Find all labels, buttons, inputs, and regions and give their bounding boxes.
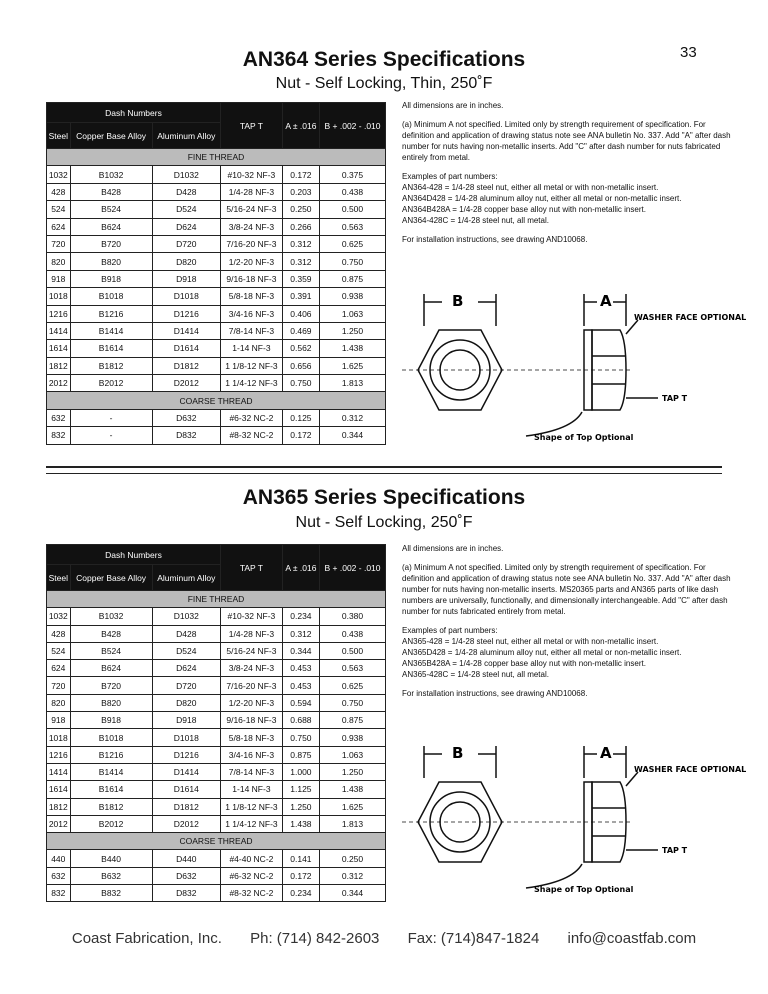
table-row <box>47 357 386 374</box>
dim-b-label: B <box>452 292 464 310</box>
table-row <box>47 427 386 444</box>
table-cell: B1032 <box>70 166 152 183</box>
washer-face-label: WASHER FACE OPTIONAL <box>634 765 747 774</box>
table-cell: 1.063 <box>320 305 386 322</box>
table-cell: 0.312 <box>320 409 386 426</box>
table-cell: D832 <box>152 885 220 902</box>
an365-title: AN365 Series Specifications <box>242 486 526 509</box>
table-cell: 1.063 <box>320 746 386 763</box>
table-cell: 0.500 <box>320 642 386 659</box>
note-line: Examples of part numbers: <box>402 626 498 635</box>
b-header: B + .002 - .010 <box>320 103 386 149</box>
note-line: AN365B428A = 1/4-28 copper base alloy nut with non-metallic insert. <box>402 659 646 668</box>
table-cell: 0.172 <box>282 867 319 884</box>
footer-phone: Ph: (714) 842-2603 <box>250 930 380 947</box>
table-cell: 440 <box>47 850 71 867</box>
table-cell: D720 <box>152 235 220 252</box>
table-cell: 0.406 <box>282 305 319 322</box>
table-row <box>47 850 386 867</box>
table-cell: 1 1/4-12 NF-3 <box>221 815 283 832</box>
note-line: AN364B428A = 1/4-28 copper base alloy nut with non-metallic insert. <box>402 205 646 214</box>
copper-header: Copper Base Alloy <box>70 565 152 591</box>
table-cell: D632 <box>152 867 220 884</box>
table-cell: 0.938 <box>320 288 386 305</box>
table-cell: 0.453 <box>282 677 319 694</box>
table-cell: B1216 <box>70 746 152 763</box>
aluminum-header: Aluminum Alloy <box>152 123 220 149</box>
table-cell: 624 <box>47 660 71 677</box>
dash-numbers-header: Dash Numbers <box>47 103 221 123</box>
table-cell: 1.438 <box>320 340 386 357</box>
table-cell: 1812 <box>47 798 71 815</box>
fine-thread-header: FINE THREAD <box>47 591 386 608</box>
table-cell: 1/4-28 NF-3 <box>221 183 283 200</box>
table-cell: B624 <box>70 218 152 235</box>
table-cell: 0.344 <box>282 642 319 659</box>
table-cell: D1018 <box>152 729 220 746</box>
table-cell: D440 <box>152 850 220 867</box>
table-cell: 1.438 <box>320 781 386 798</box>
table-cell: 1.813 <box>320 815 386 832</box>
table-cell: D632 <box>152 409 220 426</box>
table-cell: 7/16-20 NF-3 <box>221 677 283 694</box>
dim-a-label: A <box>600 292 612 310</box>
table-cell: 0.375 <box>320 166 386 183</box>
table-row <box>47 235 386 252</box>
table-cell: 820 <box>47 253 71 270</box>
table-cell: B428 <box>70 183 152 200</box>
table-cell: D1614 <box>152 340 220 357</box>
table-cell: 624 <box>47 218 71 235</box>
table-cell: D1812 <box>152 357 220 374</box>
tap-label: TAP T <box>662 394 688 403</box>
table-cell: B1018 <box>70 288 152 305</box>
footer <box>0 930 768 947</box>
table-cell: 0.500 <box>320 201 386 218</box>
table-cell: 0.453 <box>282 660 319 677</box>
table-cell: D1614 <box>152 781 220 798</box>
table-cell: 632 <box>47 867 71 884</box>
table-cell: 1414 <box>47 763 71 780</box>
table-cell: 0.359 <box>282 270 319 287</box>
page-number: 33 <box>680 44 697 61</box>
table-cell: D1414 <box>152 322 220 339</box>
coarse-thread-header: COARSE THREAD <box>47 392 386 409</box>
table-cell: 3/8-24 NF-3 <box>221 218 283 235</box>
table-row <box>47 166 386 183</box>
table-row <box>47 729 386 746</box>
note-line: AN364-428C = 1/4-28 steel nut, all metal. <box>402 216 549 225</box>
table-cell: #10-32 NF-3 <box>221 608 283 625</box>
note-line: All dimensions are in inches. <box>402 101 504 110</box>
table-cell: 1614 <box>47 340 71 357</box>
table-cell: 3/8-24 NF-3 <box>221 660 283 677</box>
an364-spec-table <box>46 102 386 445</box>
table-cell: 0.172 <box>282 427 319 444</box>
table-cell: 0.750 <box>282 729 319 746</box>
table-cell: #6-32 NC-2 <box>221 409 283 426</box>
table-row <box>47 867 386 884</box>
a-header: A ± .016 <box>282 545 319 591</box>
shape-label: Shape of Top Optional <box>534 885 634 894</box>
a-header: A ± .016 <box>282 103 319 149</box>
table-row <box>47 885 386 902</box>
table-cell: 7/8-14 NF-3 <box>221 763 283 780</box>
table-cell: 0.875 <box>282 746 319 763</box>
table-cell: B1032 <box>70 608 152 625</box>
table-cell: 918 <box>47 270 71 287</box>
table-row <box>47 642 386 659</box>
table-cell: 0.391 <box>282 288 319 305</box>
table-cell: 1812 <box>47 357 71 374</box>
table-cell: D2012 <box>152 815 220 832</box>
table-cell: 832 <box>47 427 71 444</box>
table-cell: B2012 <box>70 815 152 832</box>
table-cell: D524 <box>152 642 220 659</box>
table-cell: D624 <box>152 218 220 235</box>
table-cell: 0.344 <box>320 427 386 444</box>
footer-company: Coast Fabrication, Inc. <box>71 930 222 947</box>
note-line: AN364-428 = 1/4-28 steel nut, either all metal or with non-metallic insert. <box>402 183 659 192</box>
table-row <box>47 677 386 694</box>
table-cell: B1812 <box>70 357 152 374</box>
table-row <box>47 253 386 270</box>
dim-a-label: A <box>600 744 612 762</box>
table-row <box>47 340 386 357</box>
table-row <box>47 608 386 625</box>
table-cell: #10-32 NF-3 <box>221 166 283 183</box>
table-cell: D918 <box>152 270 220 287</box>
table-cell: 0.750 <box>320 253 386 270</box>
table-cell: B832 <box>70 885 152 902</box>
table-cell: 820 <box>47 694 71 711</box>
table-cell: 5/8-18 NF-3 <box>221 288 283 305</box>
table-cell: 0.380 <box>320 608 386 625</box>
table-cell: B1614 <box>70 340 152 357</box>
table-cell: B524 <box>70 201 152 218</box>
table-cell: 1/4-28 NF-3 <box>221 625 283 642</box>
steel-header: Steel <box>47 565 71 591</box>
table-cell: D1032 <box>152 166 220 183</box>
table-cell: 2012 <box>47 815 71 832</box>
section-divider <box>46 466 722 468</box>
table-cell: D524 <box>152 201 220 218</box>
note-line: (a) Minimum A not specified. Limited only by strength requirement of specification. For definition and application of drawing status note see ANA bulletin No. 337. Add "A" after dash number for nuts having non-metallic inserts. MS20365 parts and AN365 parts of like dash numbers are universally, functionally, and dimensionally interchangeable. Add "C" after dash number for nuts fabricated entirely from metal. <box>402 563 731 616</box>
copper-header: Copper Base Alloy <box>70 123 152 149</box>
an365-spec-table <box>46 544 386 902</box>
table-cell: - <box>70 427 152 444</box>
dash-numbers-header: Dash Numbers <box>47 545 221 565</box>
table-cell: 1032 <box>47 608 71 625</box>
table-cell: 1 1/8-12 NF-3 <box>221 357 283 374</box>
table-cell: 0.469 <box>282 322 319 339</box>
table-cell: 0.172 <box>282 166 319 183</box>
table-cell: #8-32 NC-2 <box>221 885 283 902</box>
table-cell: D720 <box>152 677 220 694</box>
table-cell: 0.266 <box>282 218 319 235</box>
table-cell: 1614 <box>47 781 71 798</box>
steel-header: Steel <box>47 123 71 149</box>
table-cell: 1/2-20 NF-3 <box>221 253 283 270</box>
table-cell: D832 <box>152 427 220 444</box>
note-line: For installation instructions, see drawing AND10068. <box>402 689 588 698</box>
table-cell: D428 <box>152 625 220 642</box>
fine-thread-header: FINE THREAD <box>47 149 386 166</box>
table-cell: B440 <box>70 850 152 867</box>
table-cell: D428 <box>152 183 220 200</box>
table-row <box>47 746 386 763</box>
tap-header: TAP T <box>221 103 283 149</box>
table-cell: D1216 <box>152 305 220 322</box>
table-cell: B820 <box>70 253 152 270</box>
table-cell: 5/16-24 NF-3 <box>221 201 283 218</box>
table-cell: B720 <box>70 235 152 252</box>
table-cell: #6-32 NC-2 <box>221 867 283 884</box>
table-cell: 1.625 <box>320 357 386 374</box>
table-cell: 0.562 <box>282 340 319 357</box>
footer-fax: Fax: (714)847-1824 <box>407 930 540 947</box>
table-cell: 1-14 NF-3 <box>221 340 283 357</box>
table-cell: B428 <box>70 625 152 642</box>
table-cell: B632 <box>70 867 152 884</box>
note-line: AN365-428C = 1/4-28 steel nut, all metal. <box>402 670 549 679</box>
table-cell: 1.250 <box>320 763 386 780</box>
table-cell: 632 <box>47 409 71 426</box>
tap-header: TAP T <box>221 545 283 591</box>
an364-notes <box>402 100 732 253</box>
table-cell: 0.938 <box>320 729 386 746</box>
table-cell: 1.000 <box>282 763 319 780</box>
table-cell: - <box>70 409 152 426</box>
an364-title: AN364 Series Specifications <box>242 48 526 71</box>
table-cell: B624 <box>70 660 152 677</box>
b-header: B + .002 - .010 <box>320 545 386 591</box>
table-cell: D2012 <box>152 375 220 392</box>
table-cell: 428 <box>47 183 71 200</box>
table-cell: 1-14 NF-3 <box>221 781 283 798</box>
table-row <box>47 694 386 711</box>
note-line: All dimensions are in inches. <box>402 544 504 553</box>
table-cell: 1216 <box>47 746 71 763</box>
note-line: AN364D428 = 1/4-28 aluminum alloy nut, either all metal or non-metallic insert. <box>402 194 682 203</box>
table-row <box>47 409 386 426</box>
table-row <box>47 270 386 287</box>
table-row <box>47 712 386 729</box>
table-cell: 5/16-24 NF-3 <box>221 642 283 659</box>
table-cell: 0.312 <box>320 867 386 884</box>
table-cell: 0.875 <box>320 270 386 287</box>
table-cell: D918 <box>152 712 220 729</box>
table-cell: 1.625 <box>320 798 386 815</box>
note-line: (a) Minimum A not specified. Limited only by strength requirement of specification. For definition and application of drawing status note see ANA bulletin No. 337. Add "A" after dash number for nuts having non-metallic inserts. Add "C" after dash number for nuts fabricated entirely from metal. <box>402 120 731 162</box>
an364-nut-diagram <box>402 290 747 460</box>
table-cell: 1.250 <box>282 798 319 815</box>
table-cell: 1/2-20 NF-3 <box>221 694 283 711</box>
table-cell: B1812 <box>70 798 152 815</box>
table-cell: 1.250 <box>320 322 386 339</box>
table-cell: 720 <box>47 677 71 694</box>
table-cell: 0.234 <box>282 608 319 625</box>
table-cell: 0.250 <box>320 850 386 867</box>
table-cell: D1216 <box>152 746 220 763</box>
table-row <box>47 305 386 322</box>
coarse-thread-header: COARSE THREAD <box>47 833 386 850</box>
table-cell: D1032 <box>152 608 220 625</box>
table-cell: 7/8-14 NF-3 <box>221 322 283 339</box>
table-cell: 0.594 <box>282 694 319 711</box>
table-cell: B918 <box>70 712 152 729</box>
table-cell: 0.203 <box>282 183 319 200</box>
table-cell: 0.625 <box>320 677 386 694</box>
table-cell: 428 <box>47 625 71 642</box>
table-cell: 0.250 <box>282 201 319 218</box>
table-cell: 0.875 <box>320 712 386 729</box>
table-cell: B524 <box>70 642 152 659</box>
an365-notes <box>402 543 732 707</box>
table-cell: #4-40 NC-2 <box>221 850 283 867</box>
footer-email: info@coastfab.com <box>567 930 697 947</box>
table-cell: 0.312 <box>282 625 319 642</box>
table-cell: 7/16-20 NF-3 <box>221 235 283 252</box>
table-row <box>47 375 386 392</box>
washer-face-label: WASHER FACE OPTIONAL <box>634 313 747 322</box>
table-cell: 0.234 <box>282 885 319 902</box>
table-cell: D1414 <box>152 763 220 780</box>
table-cell: 1018 <box>47 288 71 305</box>
table-cell: 0.438 <box>320 625 386 642</box>
note-line: AN365D428 = 1/4-28 aluminum alloy nut, either all metal or non-metallic insert. <box>402 648 682 657</box>
table-cell: 0.750 <box>282 375 319 392</box>
aluminum-header: Aluminum Alloy <box>152 565 220 591</box>
table-cell: 9/16-18 NF-3 <box>221 270 283 287</box>
table-cell: 1 1/4-12 NF-3 <box>221 375 283 392</box>
table-cell: 918 <box>47 712 71 729</box>
table-cell: 0.141 <box>282 850 319 867</box>
table-row <box>47 218 386 235</box>
table-cell: 1.125 <box>282 781 319 798</box>
table-row <box>47 625 386 642</box>
note-line: Examples of part numbers: <box>402 172 498 181</box>
table-cell: 524 <box>47 201 71 218</box>
table-cell: 1032 <box>47 166 71 183</box>
tap-label: TAP T <box>662 846 688 855</box>
table-cell: 5/8-18 NF-3 <box>221 729 283 746</box>
table-cell: 832 <box>47 885 71 902</box>
table-cell: 0.344 <box>320 885 386 902</box>
note-line: AN365-428 = 1/4-28 steel nut, either all metal or with non-metallic insert. <box>402 637 659 646</box>
table-cell: D624 <box>152 660 220 677</box>
table-row <box>47 183 386 200</box>
table-cell: D820 <box>152 694 220 711</box>
table-cell: B1614 <box>70 781 152 798</box>
table-cell: B1414 <box>70 322 152 339</box>
an364-subtitle: Nut - Self Locking, Thin, 250˚F <box>275 75 493 92</box>
table-cell: 0.656 <box>282 357 319 374</box>
table-cell: 0.438 <box>320 183 386 200</box>
shape-label: Shape of Top Optional <box>534 433 634 442</box>
table-cell: 3/4-16 NF-3 <box>221 746 283 763</box>
table-cell: 0.750 <box>320 694 386 711</box>
table-cell: #8-32 NC-2 <box>221 427 283 444</box>
table-row <box>47 798 386 815</box>
table-row <box>47 660 386 677</box>
table-row <box>47 815 386 832</box>
table-cell: B1414 <box>70 763 152 780</box>
table-cell: 3/4-16 NF-3 <box>221 305 283 322</box>
an365-subtitle: Nut - Self Locking, 250˚F <box>295 514 473 531</box>
table-cell: B1216 <box>70 305 152 322</box>
table-cell: 1.813 <box>320 375 386 392</box>
section-divider-thin <box>46 473 722 474</box>
table-cell: B918 <box>70 270 152 287</box>
table-row <box>47 201 386 218</box>
table-cell: 0.312 <box>282 235 319 252</box>
an365-nut-diagram <box>402 742 747 912</box>
table-cell: D1812 <box>152 798 220 815</box>
table-cell: 9/16-18 NF-3 <box>221 712 283 729</box>
table-row <box>47 288 386 305</box>
table-cell: 0.312 <box>282 253 319 270</box>
table-cell: B820 <box>70 694 152 711</box>
table-cell: 524 <box>47 642 71 659</box>
table-cell: 0.688 <box>282 712 319 729</box>
table-cell: 0.125 <box>282 409 319 426</box>
dim-b-label: B <box>452 744 464 762</box>
table-cell: B720 <box>70 677 152 694</box>
table-cell: 1 1/8-12 NF-3 <box>221 798 283 815</box>
table-cell: 1.438 <box>282 815 319 832</box>
table-cell: 1216 <box>47 305 71 322</box>
table-cell: 0.563 <box>320 660 386 677</box>
table-cell: 0.563 <box>320 218 386 235</box>
table-cell: D1018 <box>152 288 220 305</box>
table-row <box>47 322 386 339</box>
note-line: For installation instructions, see drawing AND10068. <box>402 235 588 244</box>
table-cell: B1018 <box>70 729 152 746</box>
table-cell: 2012 <box>47 375 71 392</box>
table-row <box>47 763 386 780</box>
table-row <box>47 781 386 798</box>
table-cell: 720 <box>47 235 71 252</box>
table-cell: 1414 <box>47 322 71 339</box>
table-cell: B2012 <box>70 375 152 392</box>
table-cell: 0.625 <box>320 235 386 252</box>
table-cell: D820 <box>152 253 220 270</box>
table-cell: 1018 <box>47 729 71 746</box>
